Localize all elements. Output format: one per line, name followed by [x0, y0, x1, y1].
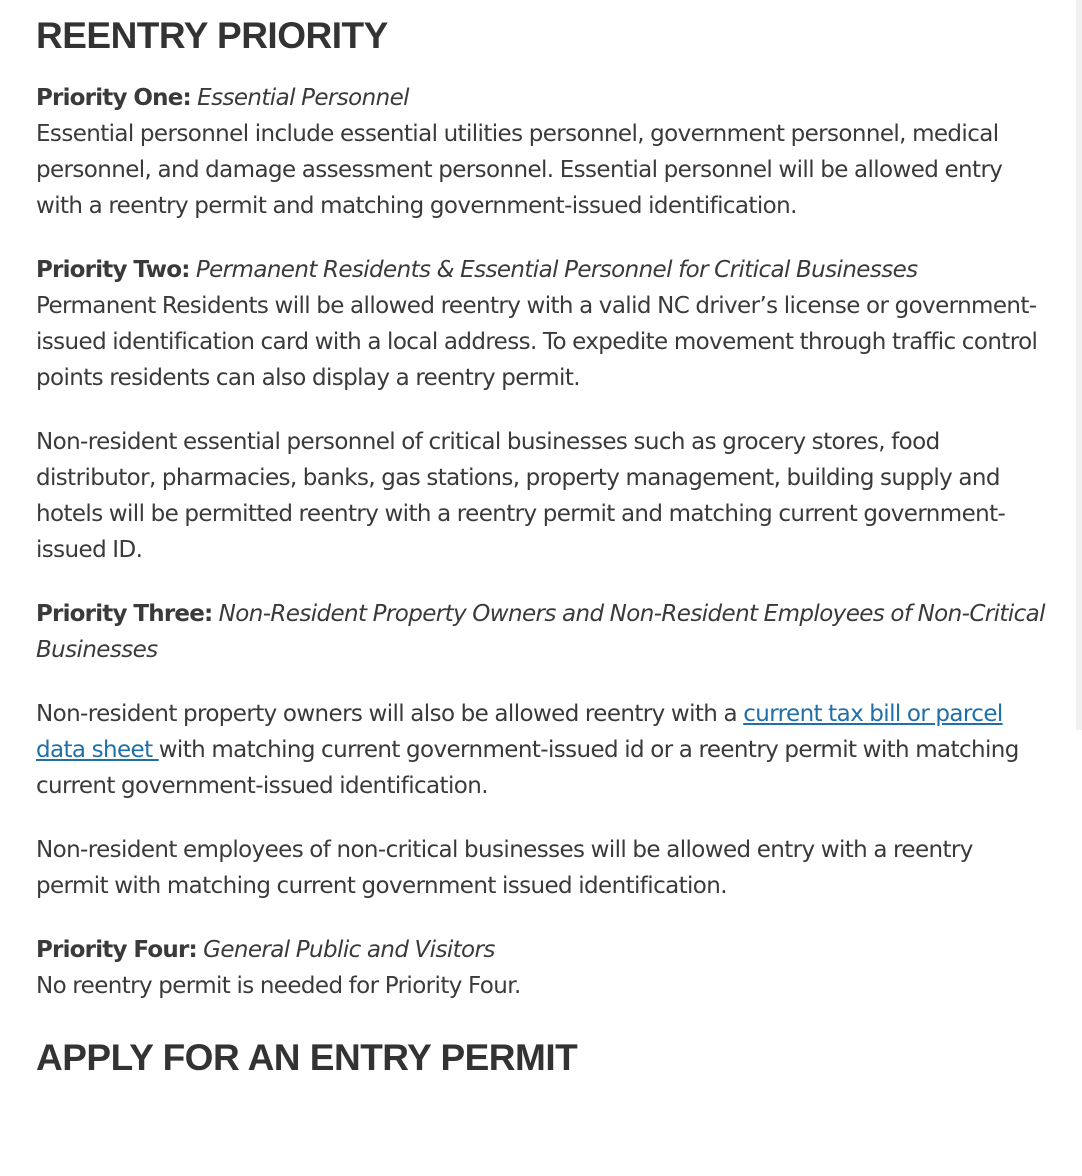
priority-one-body: Essential personnel include essential utilities personnel, government personnel, medical personnel, and damage assessment personnel. Essential personnel will be allowed entry with a reentry permit and matching government-issued identification. — [36, 121, 1003, 219]
priority-two-label: Priority Two: — [36, 257, 190, 283]
apply-heading: APPLY FOR AN ENTRY PERMIT — [36, 1037, 578, 1078]
priority-two-body: Permanent Residents will be allowed reentry with a valid NC driver’s license or government-issued identification card with a local address. To expedite movement through traffic control points residents can also display a reentry permit. — [36, 293, 1038, 391]
priority-one-label: Priority One: — [36, 85, 191, 111]
article-content — [36, 12, 1046, 1082]
property-owners-text-start: Non-resident property owners will also be allowed reentry with a — [36, 701, 744, 727]
priority-one-subtitle: Essential Personnel — [197, 85, 409, 111]
priority-four-section — [36, 932, 1046, 1004]
reentry-priority-heading: REENTRY PRIORITY — [36, 15, 388, 56]
priority-four-subtitle: General Public and Visitors — [203, 937, 495, 963]
priority-four-label: Priority Four: — [36, 937, 197, 963]
priority-four-body: No reentry permit is needed for Priority Four. — [36, 973, 521, 999]
property-owners-paragraph — [36, 696, 1046, 804]
priority-three-subtitle: Non-Resident Property Owners and Non-Resident Employees of Non-Critical Businesses — [36, 601, 1045, 663]
priority-two-subtitle: Permanent Residents & Essential Personnel for Critical Businesses — [195, 257, 918, 283]
property-owners-text-end: with matching current government-issued id or a reentry permit with matching current government-issued identification. — [36, 737, 1019, 799]
priority-three-section — [36, 596, 1046, 668]
scrollbar-track[interactable] — [1076, 0, 1082, 730]
priority-one-section — [36, 80, 1046, 224]
priority-two-section — [36, 252, 1046, 396]
tax-bill-link[interactable]: current tax bill or parcel data sheet — [36, 701, 1003, 763]
priority-three-label: Priority Three: — [36, 601, 213, 627]
priority-two-nonresident-paragraph: Non-resident essential personnel of critical businesses such as grocery stores, food distributor, pharmacies, banks, gas stations, property management, building supply and hotels will be permitted reentry with a reentry permit and matching current government-issued ID. — [36, 429, 1006, 563]
non-critical-employees-paragraph: Non-resident employees of non-critical businesses will be allowed entry with a reentry permit with matching current government issued identification. — [36, 837, 973, 899]
